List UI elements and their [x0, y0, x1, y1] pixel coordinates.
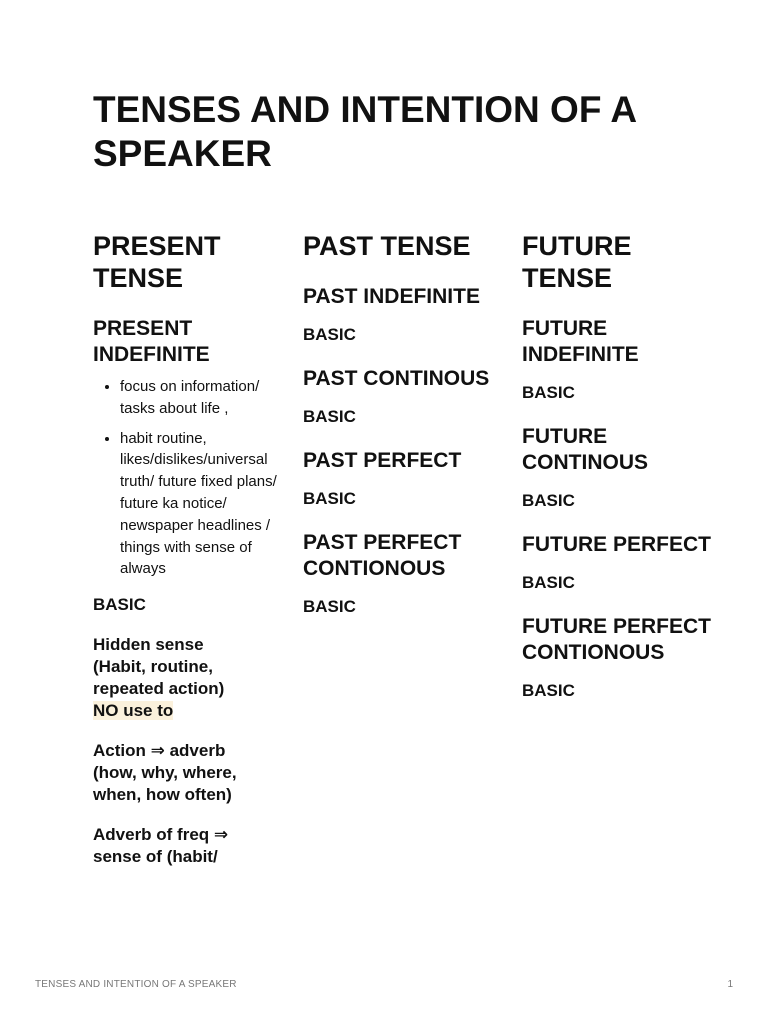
present-tense-column — [93, 230, 293, 886]
past-perfect-heading: PAST PERFECT — [303, 449, 462, 472]
future-continous-basic: BASIC — [522, 491, 575, 510]
future-perfect-heading: FUTURE PERFECT — [522, 533, 711, 556]
past-continous-basic: BASIC — [303, 407, 356, 426]
hidden-sense-text: Hidden sense (Habit, routine, repeated action) — [93, 635, 225, 699]
future-perfect-contionous-heading: FUTURE PERFECT CONTIONOUS — [522, 615, 711, 664]
page-number: 1 — [727, 979, 733, 990]
past-perfect-basic: BASIC — [303, 489, 356, 508]
present-indefinite-bullets — [93, 376, 293, 580]
future-continous-heading: FUTURE CONTINOUS — [522, 425, 648, 474]
future-perfect-contionous-basic: BASIC — [522, 681, 575, 700]
footer-title: TENSES AND INTENTION OF A SPEAKER — [35, 979, 237, 990]
past-tense-column — [303, 230, 503, 638]
present-indefinite-heading: PRESENT INDEFINITE — [93, 317, 210, 366]
future-indefinite-heading: FUTURE INDEFINITE — [522, 317, 639, 366]
present-indefinite-basic: BASIC — [93, 595, 146, 615]
past-indefinite-heading: PAST INDEFINITE — [303, 285, 480, 308]
past-perfect-contionous-basic: BASIC — [303, 597, 356, 616]
no-use-to-highlight: NO use to — [93, 701, 174, 721]
future-tense-column — [522, 230, 722, 722]
future-perfect-basic: BASIC — [522, 573, 575, 592]
past-indefinite-basic: BASIC — [303, 325, 356, 344]
future-indefinite-basic: BASIC — [522, 383, 575, 402]
adverb-frequency-note: Adverb of freq ⇒ sense of (habit/ — [93, 825, 229, 867]
past-perfect-contionous-heading: PAST PERFECT CONTIONOUS — [303, 531, 462, 580]
present-tense-heading: PRESENT TENSE — [93, 231, 221, 293]
past-continous-heading: PAST CONTINOUS — [303, 367, 490, 390]
action-adverb-note: Action ⇒ adverb (how, why, where, when, how often) — [93, 741, 237, 805]
bullet-item: • focus on information/ tasks about life , — [120, 376, 293, 420]
past-tense-heading: PAST TENSE — [303, 231, 471, 261]
hidden-sense-note — [93, 634, 293, 722]
future-tense-heading: FUTURE TENSE — [522, 231, 632, 293]
bullet-item: • habit routine, likes/dislikes/universal truth/ future fixed plans/ future ka notice/ newspaper headlines / things with sense of always — [120, 428, 293, 581]
page-title: TENSES AND INTENTION OF A SPEAKER — [93, 89, 636, 174]
